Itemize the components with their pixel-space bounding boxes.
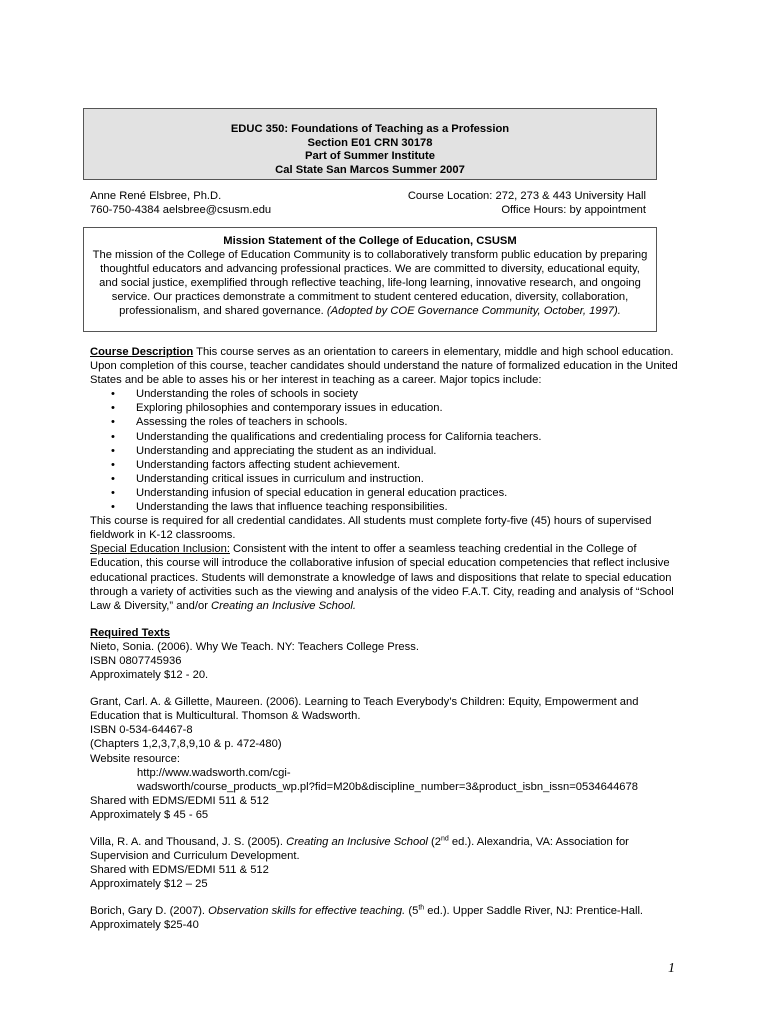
office-hours: Office Hours: by appointment [501,204,646,217]
mission-adopted: (Adopted by COE Governance Community, October, 1997). [326,305,621,318]
borich-citation [90,904,686,918]
mission-statement-box [83,227,657,332]
grant-chapters: (Chapters 1,2,3,7,8,9,10 & p. 472-480) [90,738,282,751]
document-body [90,345,686,933]
villa-title: Creating an Inclusive School [286,836,428,848]
special-education-body: Consistent with the intent to offer a seamless teaching credential in the College of Education, this course will introduce the collaborative infusion of special education competencies that reflect inclusive educational practices. Students will demonstrate a knowledge of laws and dispositions that relate to special education through a variety of activities such as the viewing and analysis of the video F.A.T. City, reading and analysis of “School Law & Diversity,” and/or [90,543,674,612]
grant-url-line1: http://www.wadsworth.com/cgi- [137,766,291,779]
course-description [90,345,686,387]
villa-price: Approximately $12 – 25 [90,878,208,891]
special-education-paragraph [90,542,686,612]
nieto-isbn: ISBN 0807745936 [90,654,182,667]
grant-citation: Grant, Carl. A. & Gillette, Maureen. (2006). Learning to Teach Everybody’s Children: Equity, Empowerment and Education that is Multicultural. Thomson & Wadsworth. [90,696,639,723]
list-item: • Exploring philosophies and contemporary issues in education. [136,401,686,415]
villa-citation [90,835,686,863]
list-item: • Understanding the qualifications and credentialing process for California teachers. [136,430,686,444]
mission-title: Mission Statement of the College of Education, CSUSM [223,235,517,247]
course-title: EDUC 350: Foundations of Teaching as a Profession [230,123,510,135]
course-section: Section E01 CRN 30178 [307,136,433,149]
nieto-citation: Nieto, Sonia. (2006). Why We Teach. NY: Teachers College Press. [90,640,419,653]
borich-authors: Borich, Gary D. (2007). [90,905,209,918]
course-program: Part of Summer Institute [305,150,435,163]
course-location: Course Location: 272, 273 & 443 University Hall [407,190,646,202]
course-header-box [83,108,657,180]
borich-rest: ed.). Upper Saddle River, NJ: Prentice-Hall. [424,905,644,918]
list-item: • Understanding the laws that influence teaching responsibilities. [136,500,686,514]
list-item: • Understanding the roles of schools in society [136,387,686,401]
villa-rest: ed.). Alexandria, VA: Association for Supervision and Curriculum Development. [90,836,629,863]
grant-url-line2: wadsworth/course_products_wp.pl?fid=M20b&discipline_number=3&product_isbn_issn=0534644678 [137,780,638,793]
mission-body [92,248,648,318]
grant-isbn: ISBN 0-534-64467-8 [90,724,193,737]
grant-shared: Shared with EDMS/EDMI 511 & 512 [90,794,269,807]
villa-authors: Villa, R. A. and Thousand, J. S. (2005). [90,836,287,848]
villa-edition: (2 [427,836,441,848]
instructor-contact: 760-750-4384 aelsbree@csusm.edu [90,204,272,217]
special-education-italic: Creating an Inclusive School. [211,599,356,612]
instructor-info [90,189,646,217]
list-item: • Assessing the roles of teachers in schools. [136,415,686,429]
course-description-heading: Course Description [90,346,194,358]
mission-text: The mission of the College of Education Community is to collaboratively transform public education by preparing thoughtful educators and advancing professional practices. We are committed to diversity, educational equity, and social justice, exemplified through reflective teaching, life-long learning, innovative research, and ongoing service. Our practices demonstrate a commitment to student centered education, diversity, collaboration, professionalism, and shared governance. [92,249,648,318]
course-term: Cal State San Marcos Summer 2007 [275,163,465,176]
borich-edition-sup: th [418,904,425,912]
nieto-price: Approximately $12 - 20. [90,669,209,682]
list-item: • Understanding factors affecting student achievement. [136,458,686,472]
borich-price: Approximately $25-40 [90,919,199,932]
borich-edition: (5 [405,905,419,918]
course-description-intro: This course serves as an orientation to careers in elementary, middle and high school education. Upon completion of this course, teacher candidates should understand the nature of formalized education in the United States and be able to asses his or her interest in teaching as a career. Major topics include: [90,346,678,387]
special-education-heading: Special Education Inclusion: [90,543,230,556]
villa-shared: Shared with EDMS/EDMI 511 & 512 [90,864,269,877]
grant-website-label: Website resource: [90,752,180,765]
grant-price: Approximately $ 45 - 65 [90,808,209,821]
list-item: • Understanding critical issues in curriculum and instruction. [136,472,686,486]
course-requirement: This course is required for all credential candidates. All students must complete forty-five (45) hours of supervised fieldwork in K-12 classrooms. [90,515,652,542]
page-number: 1 [668,961,675,976]
list-item: • Understanding and appreciating the student as an individual. [136,444,686,458]
topics-list [90,387,686,514]
required-texts-heading: Required Texts [90,626,170,639]
list-item: • Understanding infusion of special education in general education practices. [136,486,686,500]
villa-edition-sup: nd [440,835,449,843]
instructor-name: Anne René Elsbree, Ph.D. [90,190,222,202]
borich-title: Observation skills for effective teaching. [208,905,406,918]
